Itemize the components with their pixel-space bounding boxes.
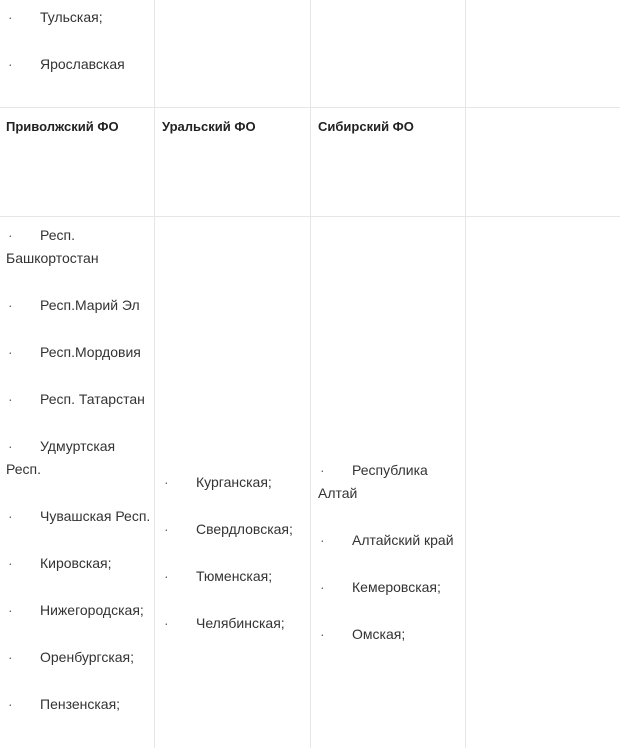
bullet: ·: [164, 521, 169, 537]
list-item: [6, 224, 152, 270]
list-item: [6, 6, 152, 29]
bullet: ·: [8, 649, 13, 665]
bullet: ·: [8, 602, 13, 618]
region-name: Респ. Башкортостан: [6, 227, 99, 266]
region-name: Респ.Марий Эл: [40, 297, 140, 313]
bullet: ·: [8, 9, 13, 25]
region-name: Омская;: [352, 626, 406, 642]
list-item: [162, 471, 308, 494]
bullet: ·: [164, 615, 169, 631]
row-divider: [0, 216, 620, 217]
list-item: [6, 435, 152, 481]
list-item: [6, 53, 152, 76]
header-uralsky: Уральский ФО: [162, 119, 256, 134]
region-name: Тюменская;: [196, 568, 273, 584]
list-item: [162, 565, 308, 588]
list-item: [162, 518, 308, 541]
region-name: Чувашская Респ.: [40, 508, 151, 524]
region-name: Пензенская;: [40, 696, 121, 712]
row-divider: [0, 107, 620, 108]
bullet: ·: [320, 532, 325, 548]
region-name: Ярославская: [40, 56, 125, 72]
bullet: ·: [8, 555, 13, 571]
bullet: ·: [8, 297, 13, 313]
list-item: [6, 599, 152, 622]
list-item: [6, 505, 152, 528]
bullet: ·: [8, 438, 13, 454]
bullet: ·: [8, 508, 13, 524]
list-item: [318, 576, 464, 599]
list-item: [162, 612, 308, 635]
region-name: Кировская;: [40, 555, 112, 571]
region-name: Респ.Мордовия: [40, 344, 141, 360]
bullet: ·: [320, 626, 325, 642]
top-row-col1: [6, 6, 152, 76]
bullet: ·: [320, 462, 325, 478]
region-name: Респ. Татарстан: [40, 391, 145, 407]
regions-col2: [162, 471, 308, 635]
region-name: Курганская;: [196, 474, 272, 490]
column-divider: [154, 0, 155, 748]
bullet: ·: [8, 227, 13, 243]
list-item: [6, 341, 152, 364]
region-name: Челябинская;: [196, 615, 285, 631]
region-name: Кемеровская;: [352, 579, 441, 595]
bullet: ·: [164, 568, 169, 584]
header-privolzhsky: Приволжский ФО: [6, 119, 119, 134]
regions-col3: [318, 459, 464, 646]
list-item: [318, 459, 464, 505]
list-item: [6, 388, 152, 411]
bullet: ·: [8, 344, 13, 360]
region-name: Оренбургская;: [40, 649, 135, 665]
region-name: Удмуртская Респ.: [6, 438, 116, 477]
list-item: [6, 552, 152, 575]
column-divider: [465, 0, 466, 748]
region-name: Свердловская;: [196, 521, 293, 537]
list-item: [318, 529, 464, 552]
bullet: ·: [8, 696, 13, 712]
bullet: ·: [320, 579, 325, 595]
list-item: [6, 294, 152, 317]
header-sibirsky: Сибирский ФО: [318, 119, 414, 134]
list-item: [6, 646, 152, 669]
region-name: Республика Алтай: [318, 462, 428, 501]
list-item: [6, 693, 152, 716]
list-item: [318, 623, 464, 646]
bullet: ·: [8, 391, 13, 407]
column-divider: [310, 0, 311, 748]
bullet: ·: [164, 474, 169, 490]
bullet: ·: [8, 56, 13, 72]
regions-col1: [6, 224, 152, 716]
region-name: Нижегородская;: [40, 602, 144, 618]
region-name: Алтайский край: [352, 532, 454, 548]
region-name: Тульская;: [40, 9, 103, 25]
